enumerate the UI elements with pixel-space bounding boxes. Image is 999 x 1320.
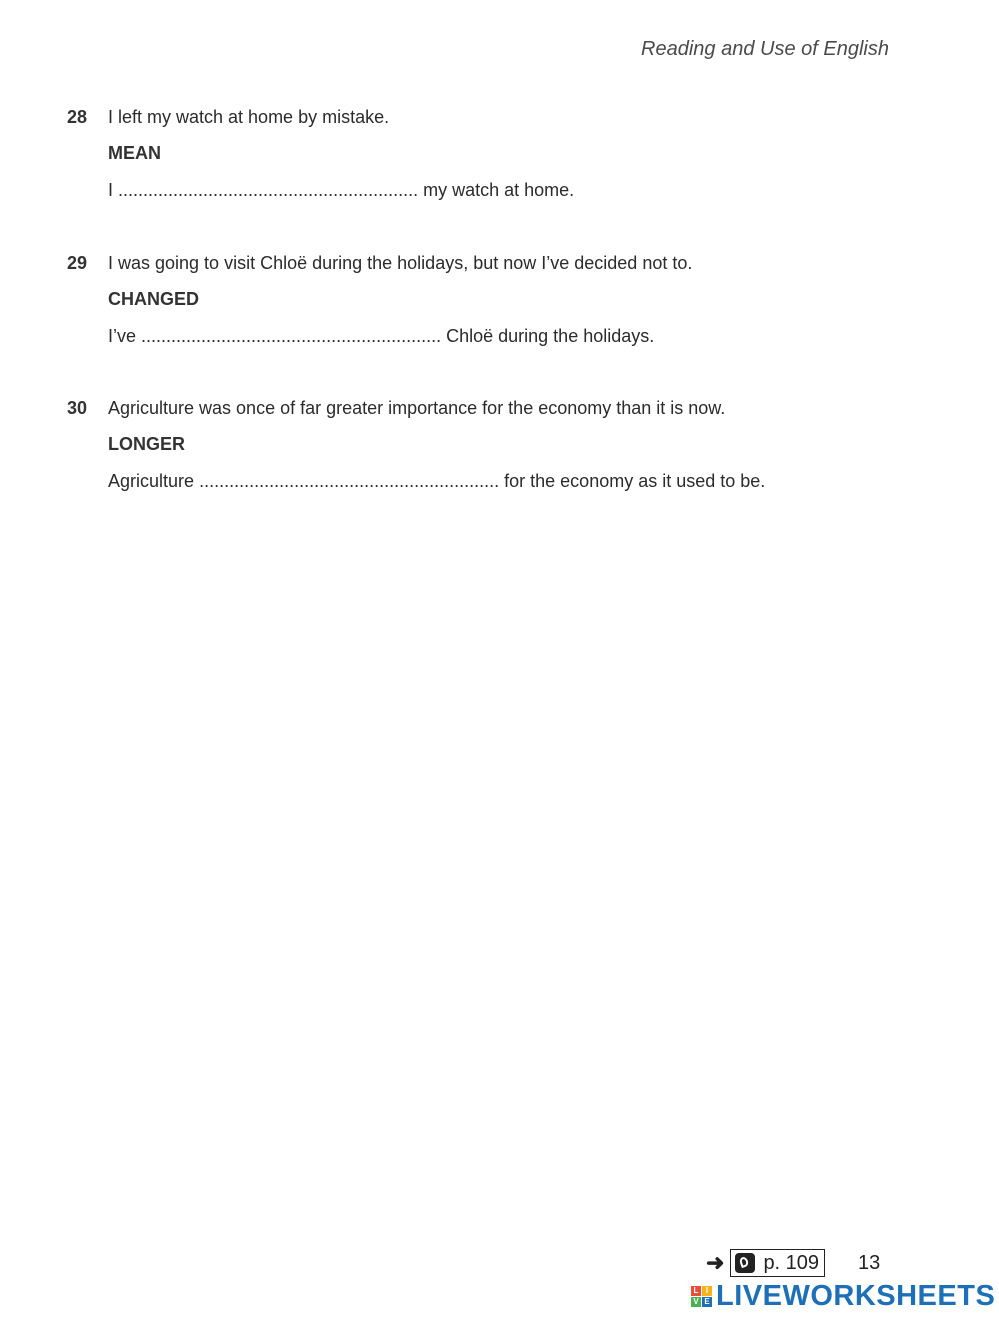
- question-row: [67, 398, 887, 424]
- question-number: 28: [67, 107, 88, 127]
- answer-end: my watch at home.: [423, 180, 575, 200]
- answer-end: for the economy as it used to be.: [504, 471, 766, 491]
- reference-box[interactable]: [730, 1249, 825, 1277]
- book-icon: [735, 1253, 755, 1273]
- answer-line: [108, 180, 887, 201]
- question-row: [67, 253, 887, 279]
- answer-start: Agriculture: [108, 471, 195, 491]
- question-sentence: I was going to visit Chloë during the holidays, but now I’ve decided not to.: [108, 253, 693, 273]
- question-28: [67, 107, 887, 201]
- answer-gap[interactable]: ............................................................: [199, 471, 500, 491]
- question-number: 29: [67, 253, 88, 273]
- logo-letter: V: [691, 1297, 701, 1307]
- question-number: 30: [67, 398, 88, 418]
- logo-letter: I: [702, 1286, 712, 1296]
- answer-start: I: [108, 180, 114, 200]
- answer-gap[interactable]: ............................................................: [118, 180, 419, 200]
- question-sentence: I left my watch at home by mistake.: [108, 107, 390, 127]
- brand: [691, 1280, 995, 1312]
- brand-name: LIVEWORKSHEETS: [716, 1279, 996, 1312]
- footer-reference: [706, 1248, 880, 1278]
- question-row: [67, 107, 887, 133]
- question-30: [67, 398, 887, 492]
- answer-line: [108, 326, 887, 347]
- reference-text: p. 109: [763, 1251, 820, 1274]
- logo-letter: E: [702, 1297, 712, 1307]
- brand-logo-icon: [691, 1286, 712, 1307]
- keyword: LONGER: [108, 434, 186, 454]
- keyword: CHANGED: [108, 289, 200, 309]
- logo-letter: L: [691, 1286, 701, 1296]
- section-title: Reading and Use of English: [641, 38, 889, 60]
- answer-gap[interactable]: ............................................................: [141, 326, 442, 346]
- question-sentence: Agriculture was once of far greater importance for the economy than it is now.: [108, 398, 726, 418]
- question-29: [67, 253, 887, 347]
- answer-end: Chloë during the holidays.: [446, 326, 655, 346]
- arrow-right-icon: ➜: [706, 1250, 725, 1275]
- page-number: 13: [858, 1251, 881, 1274]
- answer-line: [108, 471, 887, 492]
- answer-start: I’ve: [108, 326, 137, 346]
- keyword: MEAN: [108, 143, 161, 163]
